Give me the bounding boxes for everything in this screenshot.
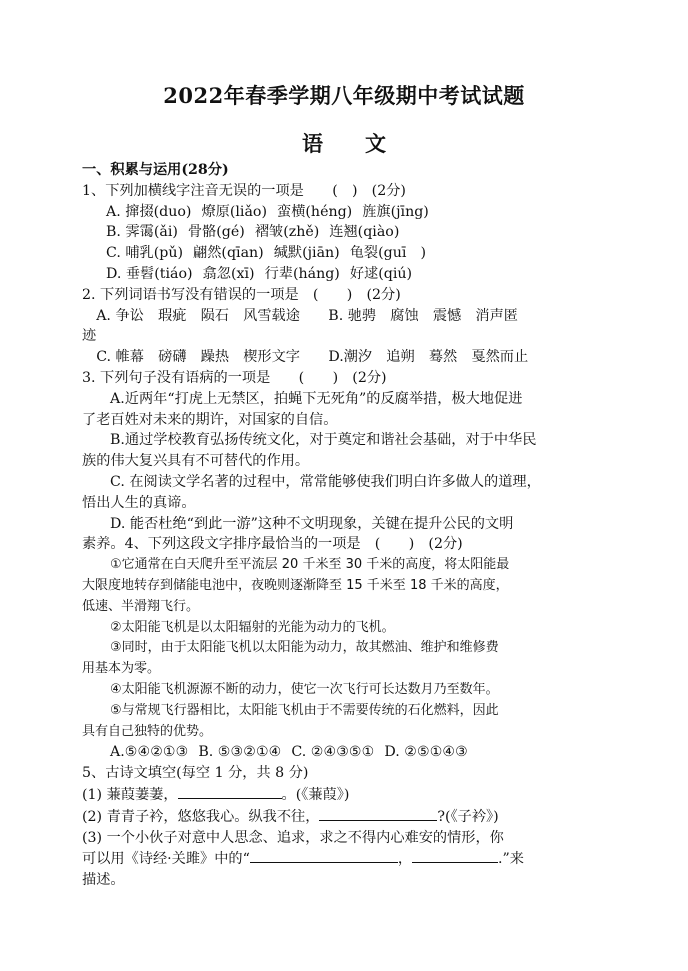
question-3-stem: 3. 下列句子没有语病的一项是 ( ) (2分)	[82, 369, 387, 386]
question-4-sentence-4: ④太阳能飞机源源不断的动力，使它一次飞行可长达数月乃至数年。	[110, 681, 499, 697]
question-1-option-a: A. 撺掇(duo) 燎原(liǎo) 蛮横(héng) 旌旗(jīng)	[106, 203, 429, 220]
question-4-sentence-1: ①它通常在白天爬升至平流层 20 千米至 30 千米的高度，将太阳能最	[110, 557, 510, 573]
question-3-option-b: B.通过学校教育弘扬传统文化，对于奠定和谐社会基础，对于中华民	[110, 432, 537, 449]
answer-blank[interactable]	[319, 806, 437, 821]
section-heading: 一、积累与运用(28分)	[82, 162, 229, 178]
answer-blank[interactable]	[250, 848, 398, 863]
question-4-sentence-5-cont: 具有自己独特的优势。	[82, 723, 213, 739]
question-2-stem: 2. 下列词语书写没有错误的一项是 ( ) (2分)	[82, 286, 401, 303]
question-3-option-d-cont: 素养。4、下列这段文字排序最恰当的一项是 ( ) (2分)	[82, 536, 463, 553]
question-3-option-a: A.近两年“打虎上无禁区，拍蝇下无死角”的反腐举措，极大地促进	[110, 390, 523, 407]
question-1-stem: 1、下列加横线字注音无误的一项是 ( ) (2分)	[82, 182, 406, 199]
question-3-option-b-cont: 族的伟大复兴具有不可替代的作用。	[82, 453, 310, 470]
question-5-stem: 5、古诗文填空(每空 1 分，共 8 分)	[82, 765, 309, 782]
question-5-item-3: (3) 一个小伙子对意中人思念、追求，求之不得内心难安的情形，你	[82, 829, 504, 846]
question-1-option-b: B. 霁霭(ǎi) 骨骼(gé) 褶皱(zhě) 连翘(qiào)	[106, 224, 400, 241]
question-3-option-d: D. 能否杜绝“到此一游”这种不文明现象，关键在提升公民的文明	[110, 515, 514, 532]
question-3-option-a-cont: 了老百姓对未来的期许，对国家的自信。	[82, 411, 338, 428]
question-4-sentence-1-end: 低速、半滑翔飞行。	[82, 598, 200, 614]
exam-title: 2022年春季学期八年级期中考试试题	[163, 83, 525, 108]
question-5-item-1: (1) 蒹葭萋萋， 。(《蒹葭》)	[82, 784, 592, 806]
question-5-item-2: (2) 青青子衿，悠悠我心。纵我不往， ?(《子衿》)	[82, 806, 592, 828]
question-1-option-c: C. 哺乳(pǔ) 翩然(qīan) 缄默(jiān) 龟裂(guī )	[106, 245, 427, 262]
subject-title: 语 文	[302, 131, 386, 156]
question-2-options-cd: C. 帷幕 磅礴 躁热 楔形文字 D.潮汐 追朔 蓦然 戛然而止	[82, 349, 529, 366]
question-2-options-ab-cont: 迹	[82, 328, 97, 345]
question-5-item-3-end: 描述。	[82, 872, 125, 889]
question-2-options-ab: A. 争讼 瑕疵 陨石 风雪载途 B. 驰骋 腐蚀 震憾 消声匿	[82, 307, 518, 324]
exam-content	[82, 160, 592, 891]
question-4-sentence-2: ②太阳能飞机是以太阳辐射的光能为动力的飞机。	[110, 619, 395, 635]
question-4-sentence-5: ⑤与常规飞行器相比，太阳能飞机由于不需要传统的石化燃料，因此	[110, 702, 499, 718]
question-3-option-c-cont: 悟出人生的真谛。	[82, 494, 196, 511]
question-5-item-3-cont: 可以用《诗经·关雎》中的“ ， .”来	[82, 848, 592, 870]
answer-blank[interactable]	[178, 784, 282, 799]
question-1-option-d: D. 垂髫(tiáo) 翕忽(xī) 行辈(háng) 好逑(qiú)	[106, 265, 413, 282]
question-4-options: A.⑤④②①③ B. ⑤③②①④ C. ②④③⑤① D. ②⑤①④③	[110, 744, 468, 761]
answer-blank[interactable]	[412, 848, 498, 863]
question-4-sentence-3-cont: 用基本为零。	[82, 661, 161, 677]
question-3-option-c: C. 在阅读文学名著的过程中，常常能够使我们明白许多做人的道理，	[110, 473, 541, 490]
question-4-sentence-1-cont: 大限度地转存到储能电池中，夜晚则逐渐降至 15 千米至 18 千米的高度，	[82, 577, 509, 593]
question-4-sentence-3: ③同时，由于太阳能飞机以太阳能为动力，故其燃油、维护和维修费	[110, 640, 499, 656]
